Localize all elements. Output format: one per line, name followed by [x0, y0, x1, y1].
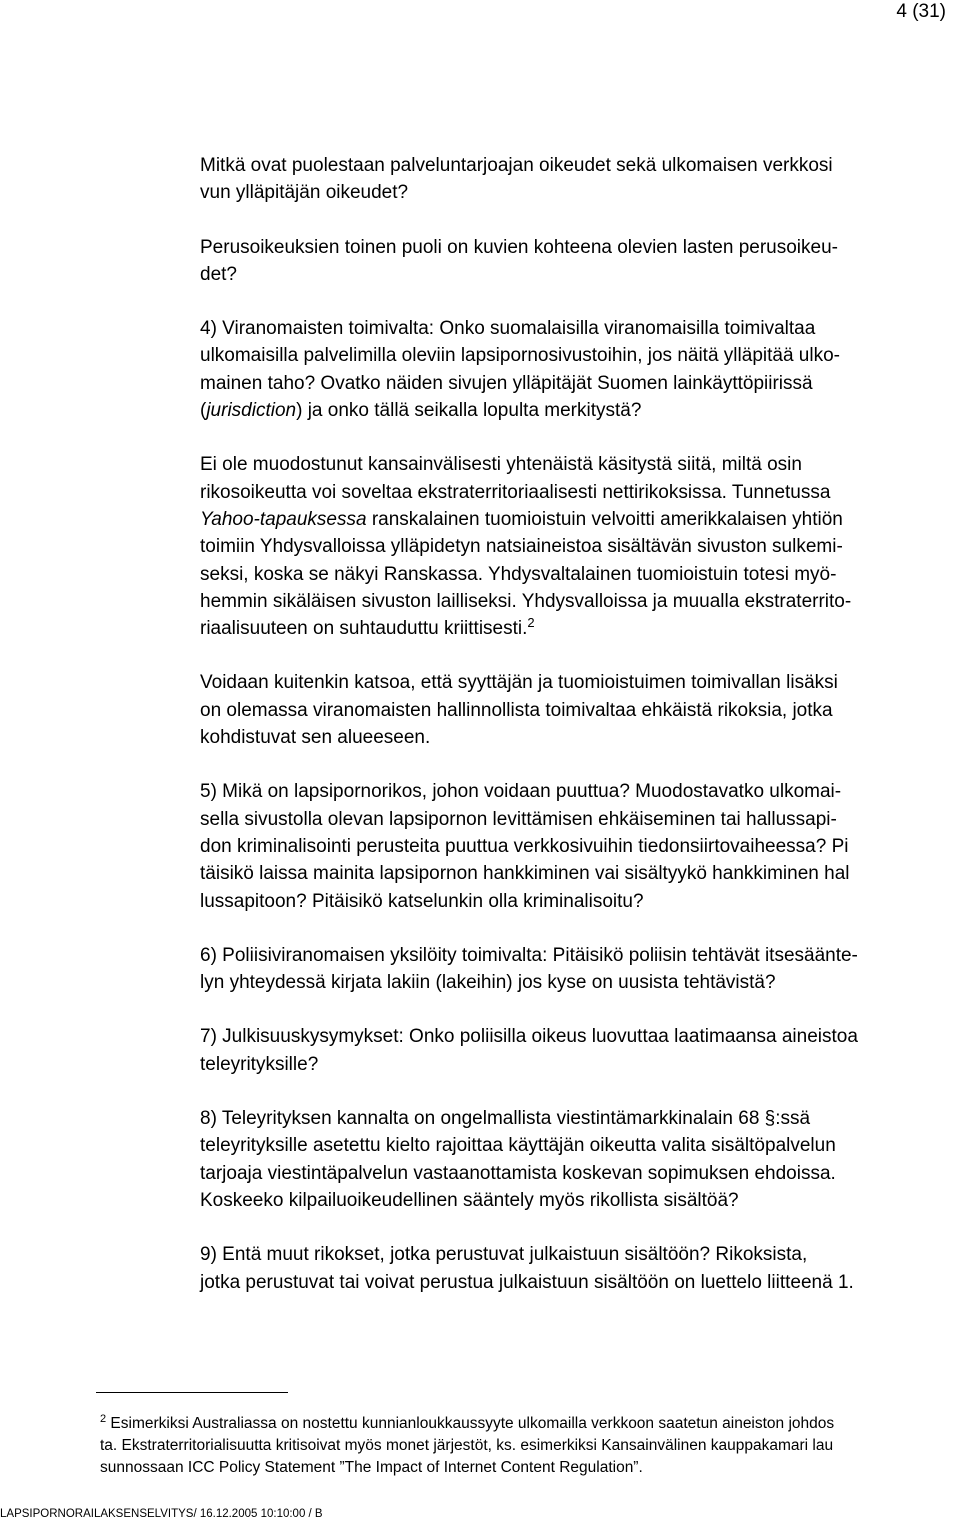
footnote — [100, 1413, 960, 1479]
paragraph-publicity-questions: 7) Julkisuuskysymykset: Onko poliisilla oikeus luovuttaa laatimaansa aineistoa teleyrityksille? — [200, 1026, 858, 1075]
footnote-text: Esimerkiksi Australiassa on nostettu kunnianloukkaussyyte ulkomailla verkkoon saatetun aineiston johdos ta. Ekstraterritorialisuutta kritisoivat myös monet järjestöt, ks. esimerkiksi Kansainvälinen kauppakamari lau sunnossaan ICC Policy Statement ”The Impact of Internet Content Regulation”. — [100, 1415, 835, 1476]
page-number: 4 (31) — [896, 1, 946, 22]
paragraph-children-rights: Perusoikeuksien toinen puoli on kuvien kohteena olevien lasten perusoikeu- det? — [200, 236, 838, 285]
paragraph-administrative-competence: Voidaan kuitenkin katsoa, että syyttäjän ja tuomioistuimen toimivallan lisäksi on olemassa viranomaisten hallinnollista toimivaltaa ehkäistä rikoksia, jotka kohdistuvat sen alueeseen. — [200, 672, 838, 749]
paragraph-telecom-operator: 8) Teleyrityksen kannalta on ongelmallista viestintämarkkinalain 68 §:ssä teleyrityksille asetettu kielto rajoittaa käyttäjän oikeutta valita sisältöpalvelun tarjoaja viestintäpalvelun vastaanottamista koskevan sopimuksen ehdoissa. Koskeeko kilpailuoikeudellinen sääntely myös rikollista sisältöä? — [200, 1108, 836, 1211]
paragraph-child-porn-offence: 5) Mikä on lapsipornorikos, johon voidaan puuttua? Muodostavatko ulkomai- sella sivustolla olevan lapsipornon levittämisen ehkäiseminen tai hallussapi- don kriminalisointi perusteita puuttua verkkosivuihin tiedonsiirtovaiheessa? Pi täisikö laissa mainita lapsipornon hankkiminen vai sisältyykö hankkiminen hal lussapitoon? Pitäisikö katselunkin olla kriminalisoitu? — [200, 781, 850, 912]
italic-term: Yahoo-tapauksessa — [200, 508, 367, 530]
footnote-marker: 2 — [100, 1413, 107, 1425]
paragraph-police-competence: 6) Poliisiviranomaisen yksilöity toimivalta: Pitäisikö poliisin tehtävät itsesäänte- lyn yhteydessä kirjata lakiin (lakeihin) jos kyse on uusista tehtävistä? — [200, 944, 858, 994]
footnote-separator — [96, 1392, 288, 1393]
text-run: 4) Viranomaisten toimivalta: Onko suomalaisilla viranomaisilla toimivaltaa ulkomaisilla palvelimilla oleviin lapsipornosivustoihin, jos näitä ylläpitää ulko- mainen taho? Ovatko näiden sivujen ylläpitäjät Suomen lainkäyttöpiirissä ( — [200, 318, 840, 422]
footnote-reference: 2 — [527, 615, 535, 631]
italic-term: jurisdiction — [206, 400, 297, 422]
text-run: Ei ole muodostunut kansainvälisesti yhtenäistä käsitystä siitä, miltä osin rikosoikeutta voi soveltaa ekstraterritoriaalisesti nettirikoksissa. Tunnetussa — [200, 454, 831, 503]
document-body — [200, 152, 960, 1296]
text-run: ) ja onko tällä seikalla lopulta merkitystä? — [296, 400, 642, 422]
paragraph-provider-rights: Mitkä ovat puolestaan palveluntarjoajan oikeudet sekä ulkomaisen verkkosi vun ylläpitäjän oikeudet? — [200, 155, 833, 204]
paragraph-other-offences: 9) Entä muut rikokset, jotka perustuvat julkaistuun sisältöön? Rikoksista, jotka perustuvat tai voivat perustua julkaistuun sisältöön on luettelo liitteenä 1. — [200, 1244, 854, 1293]
page-footer: LAPSIPORNORAILAKSENSELVITYS/ 16.12.2005 10:10:00 / B — [0, 1508, 323, 1520]
text-run: ranskalainen tuomioistuin velvoitti amerikkalaisen yhtiön toimiin Yhdysvalloissa ylläpidetyn natsiaineistoa sisältävän sivuston sulkemi- seksi, koska se näkyi Ranskassa. Yhdysvaltalainen tuomioistuin totesi myö- hemmin sikäläisen sivuston lailliseksi. Yhdysvalloissa ja muualla ekstraterrito- riaalisuuteen on suhtauduttu kriittisesti. — [200, 508, 852, 640]
paragraph-authorities-jurisdiction — [200, 315, 960, 424]
paragraph-extraterritoriality — [200, 451, 960, 642]
